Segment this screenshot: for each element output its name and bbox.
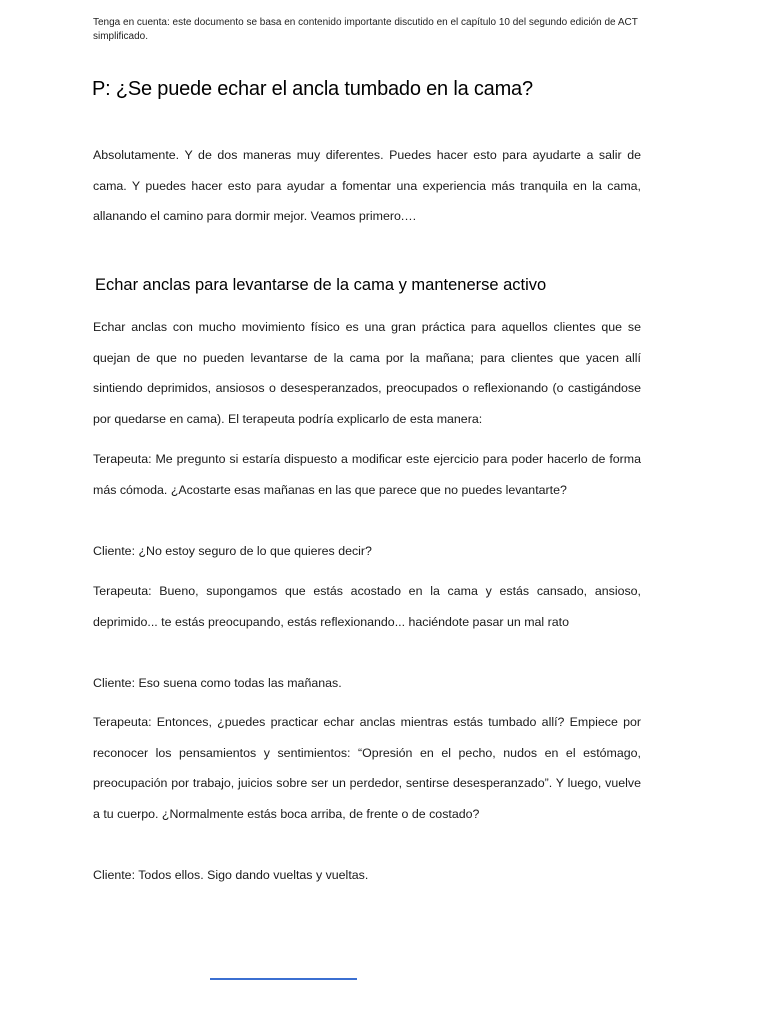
dialogue-therapist-2: Terapeuta: Bueno, supongamos que estás acostado en la cama y estás cansado, ansioso, deprimido... te estás preocupando, estás reflexionando... haciéndote pasar un mal rato <box>93 584 641 629</box>
dialogue-client-3: Cliente: Todos ellos. Sigo dando vueltas y vueltas. <box>93 868 369 882</box>
section-intro-paragraph: Echar anclas con mucho movimiento físico es una gran práctica para aquellos clientes que se quejan de que no pueden levantarse de la cama por la mañana; para clientes que yacen allí sintiendo deprimidos, ansiosos o desesperanzados, preocupados o reflexionando (o castigándose por quedarse en cama). El terapeuta podría explicarlo de esta manera: <box>93 320 641 426</box>
section-title: Echar anclas para levantarse de la cama y mantenerse activo <box>95 276 547 294</box>
page-title: P: ¿Se puede echar el ancla tumbado en la cama? <box>92 78 533 100</box>
dialogue-client-2: Cliente: Eso suena como todas las mañanas. <box>93 676 342 690</box>
dialogue-therapist-1: Terapeuta: Me pregunto si estaría dispuesto a modificar este ejercicio para poder hacerlo de forma más cómoda. ¿Acostarte esas mañanas en las que parece que no puedes levantarte? <box>93 452 641 497</box>
intro-paragraph: Absolutamente. Y de dos maneras muy diferentes. Puedes hacer esto para ayudarte a salir de cama. Y puedes hacer esto para ayudar a fomentar una experiencia más tranquila en la cama, allanando el camino para dormir mejor. Veamos primero.… <box>93 148 641 223</box>
dialogue-client-1: Cliente: ¿No estoy seguro de lo que quieres decir? <box>93 544 372 558</box>
header-note: Tenga en cuenta: este documento se basa en contenido importante discutido en el capítulo 10 del segundo edición de ACT simplificado. <box>93 17 638 42</box>
dialogue-therapist-3: Terapeuta: Entonces, ¿puedes practicar echar anclas mientras estás tumbado allí? Empiece por reconocer los pensamientos y sentimientos: “Opresión en el pecho, nudos en el estómago, preocupación por trabajo, juicios sobre ser un perdedor, sentirse desesperanzado”. Y luego, vuelve a tu cuerpo. ¿Normalmente estás boca arriba, de frente o de costado? <box>93 715 641 821</box>
footer-link-line <box>210 978 357 980</box>
